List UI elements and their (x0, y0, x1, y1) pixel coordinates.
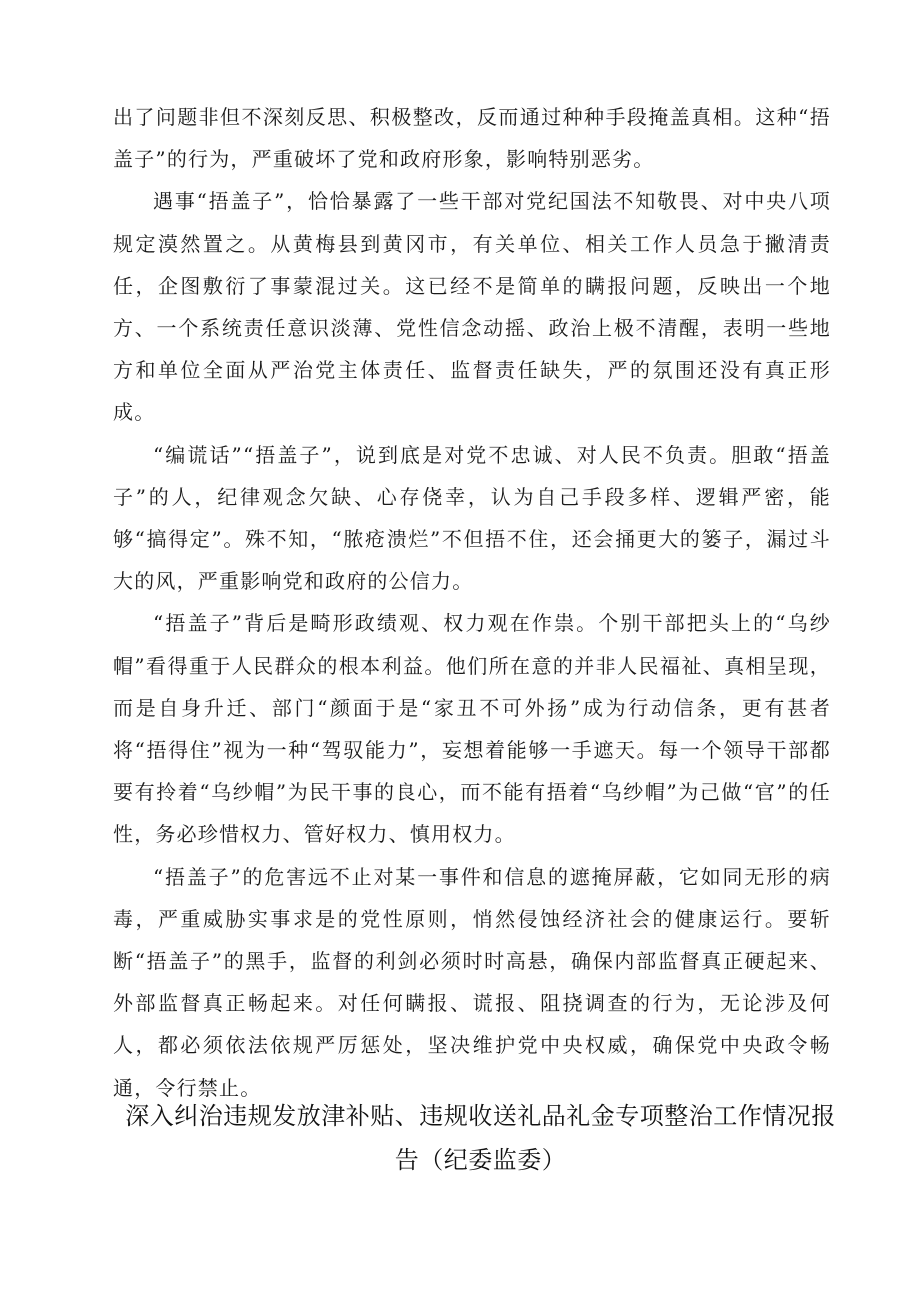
paragraph-5: “捂盖子”的危害远不止对某一事件和信息的遮掩屏蔽，它如同无形的病毒，严重威胁实事求是的党性原则，悄然侵蚀经济社会的健康运行。要斩断“捂盖子”的黑手，监督的利剑必须时时高悬，确保内部监督真正硬起来、外部监督真正畅起来。对任何瞒报、谎报、阻挠调查的行为，无论涉及何人，都必须依法依规严厉惩处，坚决维护党中央权威，确保党中央政令畅通，令行禁止。 (113, 864, 831, 1100)
paragraph-3: “编谎话”“捂盖子”，说到底是对党不忠诚、对人民不负责。胆敢“捂盖子”的人，纪律观念欠缺、心存侥幸，认为自己手段多样、逻辑严密，能够“搞得定”。殊不知，“脓疮溃烂”不但捂不住，还会捅更大的篓子，漏过斗大的风，严重影响党和政府的公信力。 (113, 442, 831, 594)
section-heading-line-1: 深入纠治违规发放津补贴、违规收送礼品礼金专项整治工作情况报 (125, 1102, 836, 1130)
article-body (113, 96, 831, 1109)
paragraph-1: 出了问题非但不深刻反思、积极整改，反而通过种种手段掩盖真相。这种“捂盖子”的行为，严重破坏了党和政府形象，影响特别恶劣。 (113, 105, 831, 172)
paragraph-4: “捂盖子”背后是畸形政绩观、权力观在作祟。个别干部把头上的“乌纱帽”看得重于人民群众的根本利益。他们所在意的并非人民福祉、真相呈现，而是自身升迁、部门“颜面于是“家丑不可外扬”成为行动信条，更有甚者将“捂得住”视为一种“驾驭能力”，妄想着能够一手遮天。每一个领导干部都要有拎着“乌纱帽”为民干事的良心，而不能有捂着“乌纱帽”为己做“官”的任性，务必珍惜权力、管好权力、慎用权力。 (113, 611, 831, 847)
section-heading-line-2: 告（纪委监委） (394, 1146, 567, 1174)
paragraph-2: 遇事“捂盖子”，恰恰暴露了一些干部对党纪国法不知敬畏、对中央八项规定漠然置之。从黄梅县到黄冈市，有关单位、相关工作人员急于撇清责任，企图敷衍了事蒙混过关。这已经不是简单的瞒报问题，反映出一个地方、一个系统责任意识淡薄、党性信念动摇、政治上极不清醒，表明一些地方和单位全面从严治党主体责任、监督责任缺失，严的氛围还没有真正形成。 (113, 189, 831, 425)
section-heading (113, 1094, 848, 1182)
